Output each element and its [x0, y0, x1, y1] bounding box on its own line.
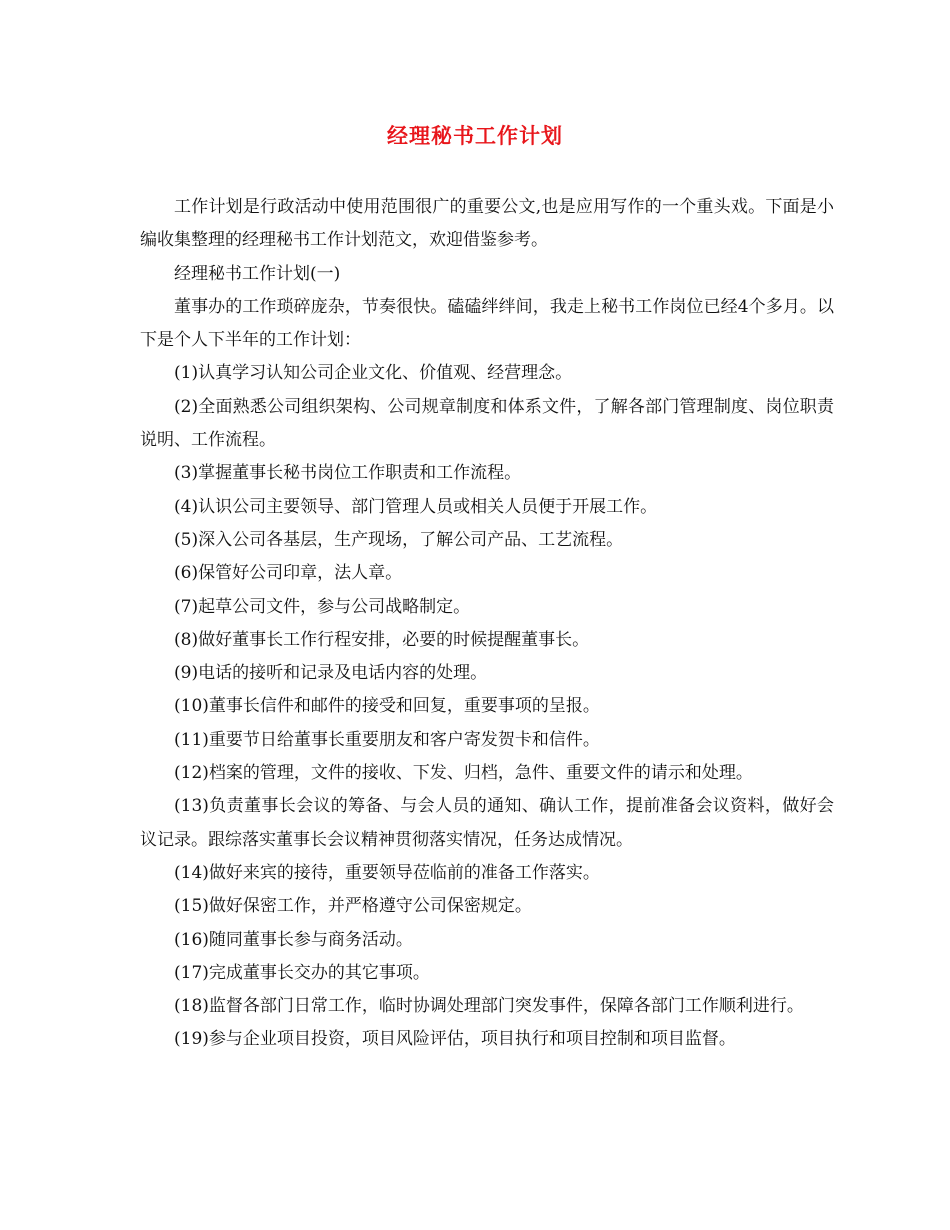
- list-item-16: (16)随同董事长参与商务活动。: [174, 929, 413, 950]
- list-item-13: (13)负责董事长会议的筹备、与会人员的通知、确认工作，提前准备会议资料，做好会议记录。跟综落实董事长会议精神贯彻落实情况，任务达成情况。: [140, 796, 834, 850]
- paragraph-overview: 董事办的工作琐碎庞杂，节奏很快。磕磕绊绊间，我走上秘书工作岗位已经4个多月。以下是个人下半年的工作计划：: [140, 296, 834, 351]
- list-item-17: (17)完成董事长交办的其它事项。: [174, 962, 430, 983]
- list-item-1: (1)认真学习认知公司企业文化、价值观、经营理念。: [174, 363, 573, 384]
- list-item-19: (19)参与企业项目投资，项目风险评估，项目执行和项目控制和项目监督。: [174, 1029, 736, 1050]
- list-item-10: (10)董事长信件和邮件的接受和回复，重要事项的呈报。: [174, 696, 600, 717]
- list-item-2: (2)全面熟悉公司组织架构、公司规章制度和体系文件，了解各部门管理制度、岗位职责说明、工作流程。: [140, 396, 834, 451]
- list-item-15: (15)做好保密工作，并严格遵守公司保密规定。: [174, 896, 532, 917]
- list-item-12: (12)档案的管理，文件的接收、下发、归档，急件、重要文件的请示和处理。: [174, 763, 753, 784]
- document-body: [140, 191, 834, 1057]
- list-item-3: (3)掌握董事长秘书岗位工作职责和工作流程。: [174, 463, 522, 484]
- document-title: 经理秘书工作计划: [387, 123, 563, 148]
- list-item-5: (5)深入公司各基层，生产现场，了解公司产品、工艺流程。: [174, 529, 624, 550]
- list-item-6: (6)保管好公司印章，法人章。: [174, 563, 403, 584]
- list-item-11: (11)重要节日给董事长重要朋友和客户寄发贺卡和信件。: [174, 729, 600, 750]
- list-item-8: (8)做好董事长工作行程安排，必要的时候提醒董事长。: [174, 629, 590, 650]
- list-item-4: (4)认识公司主要领导、部门管理人员或相关人员便于开展工作。: [174, 496, 658, 517]
- list-item-9: (9)电话的接听和记录及电话内容的处理。: [174, 663, 488, 684]
- list-item-7: (7)起草公司文件，参与公司战略制定。: [174, 596, 471, 617]
- list-item-14: (14)做好来宾的接待，重要领导莅临前的准备工作落实。: [174, 862, 600, 883]
- paragraph-heading: 经理秘书工作计划(一): [174, 263, 341, 284]
- paragraph-intro: 工作计划是行政活动中使用范围很广的重要公文,也是应用写作的一个重头戏。下面是小编收集整理的经理秘书工作计划范文，欢迎借鉴参考。: [140, 197, 834, 251]
- list-item-18: (18)监督各部门日常工作，临时协调处理部门突发事件，保障各部门工作顺利进行。: [174, 996, 804, 1017]
